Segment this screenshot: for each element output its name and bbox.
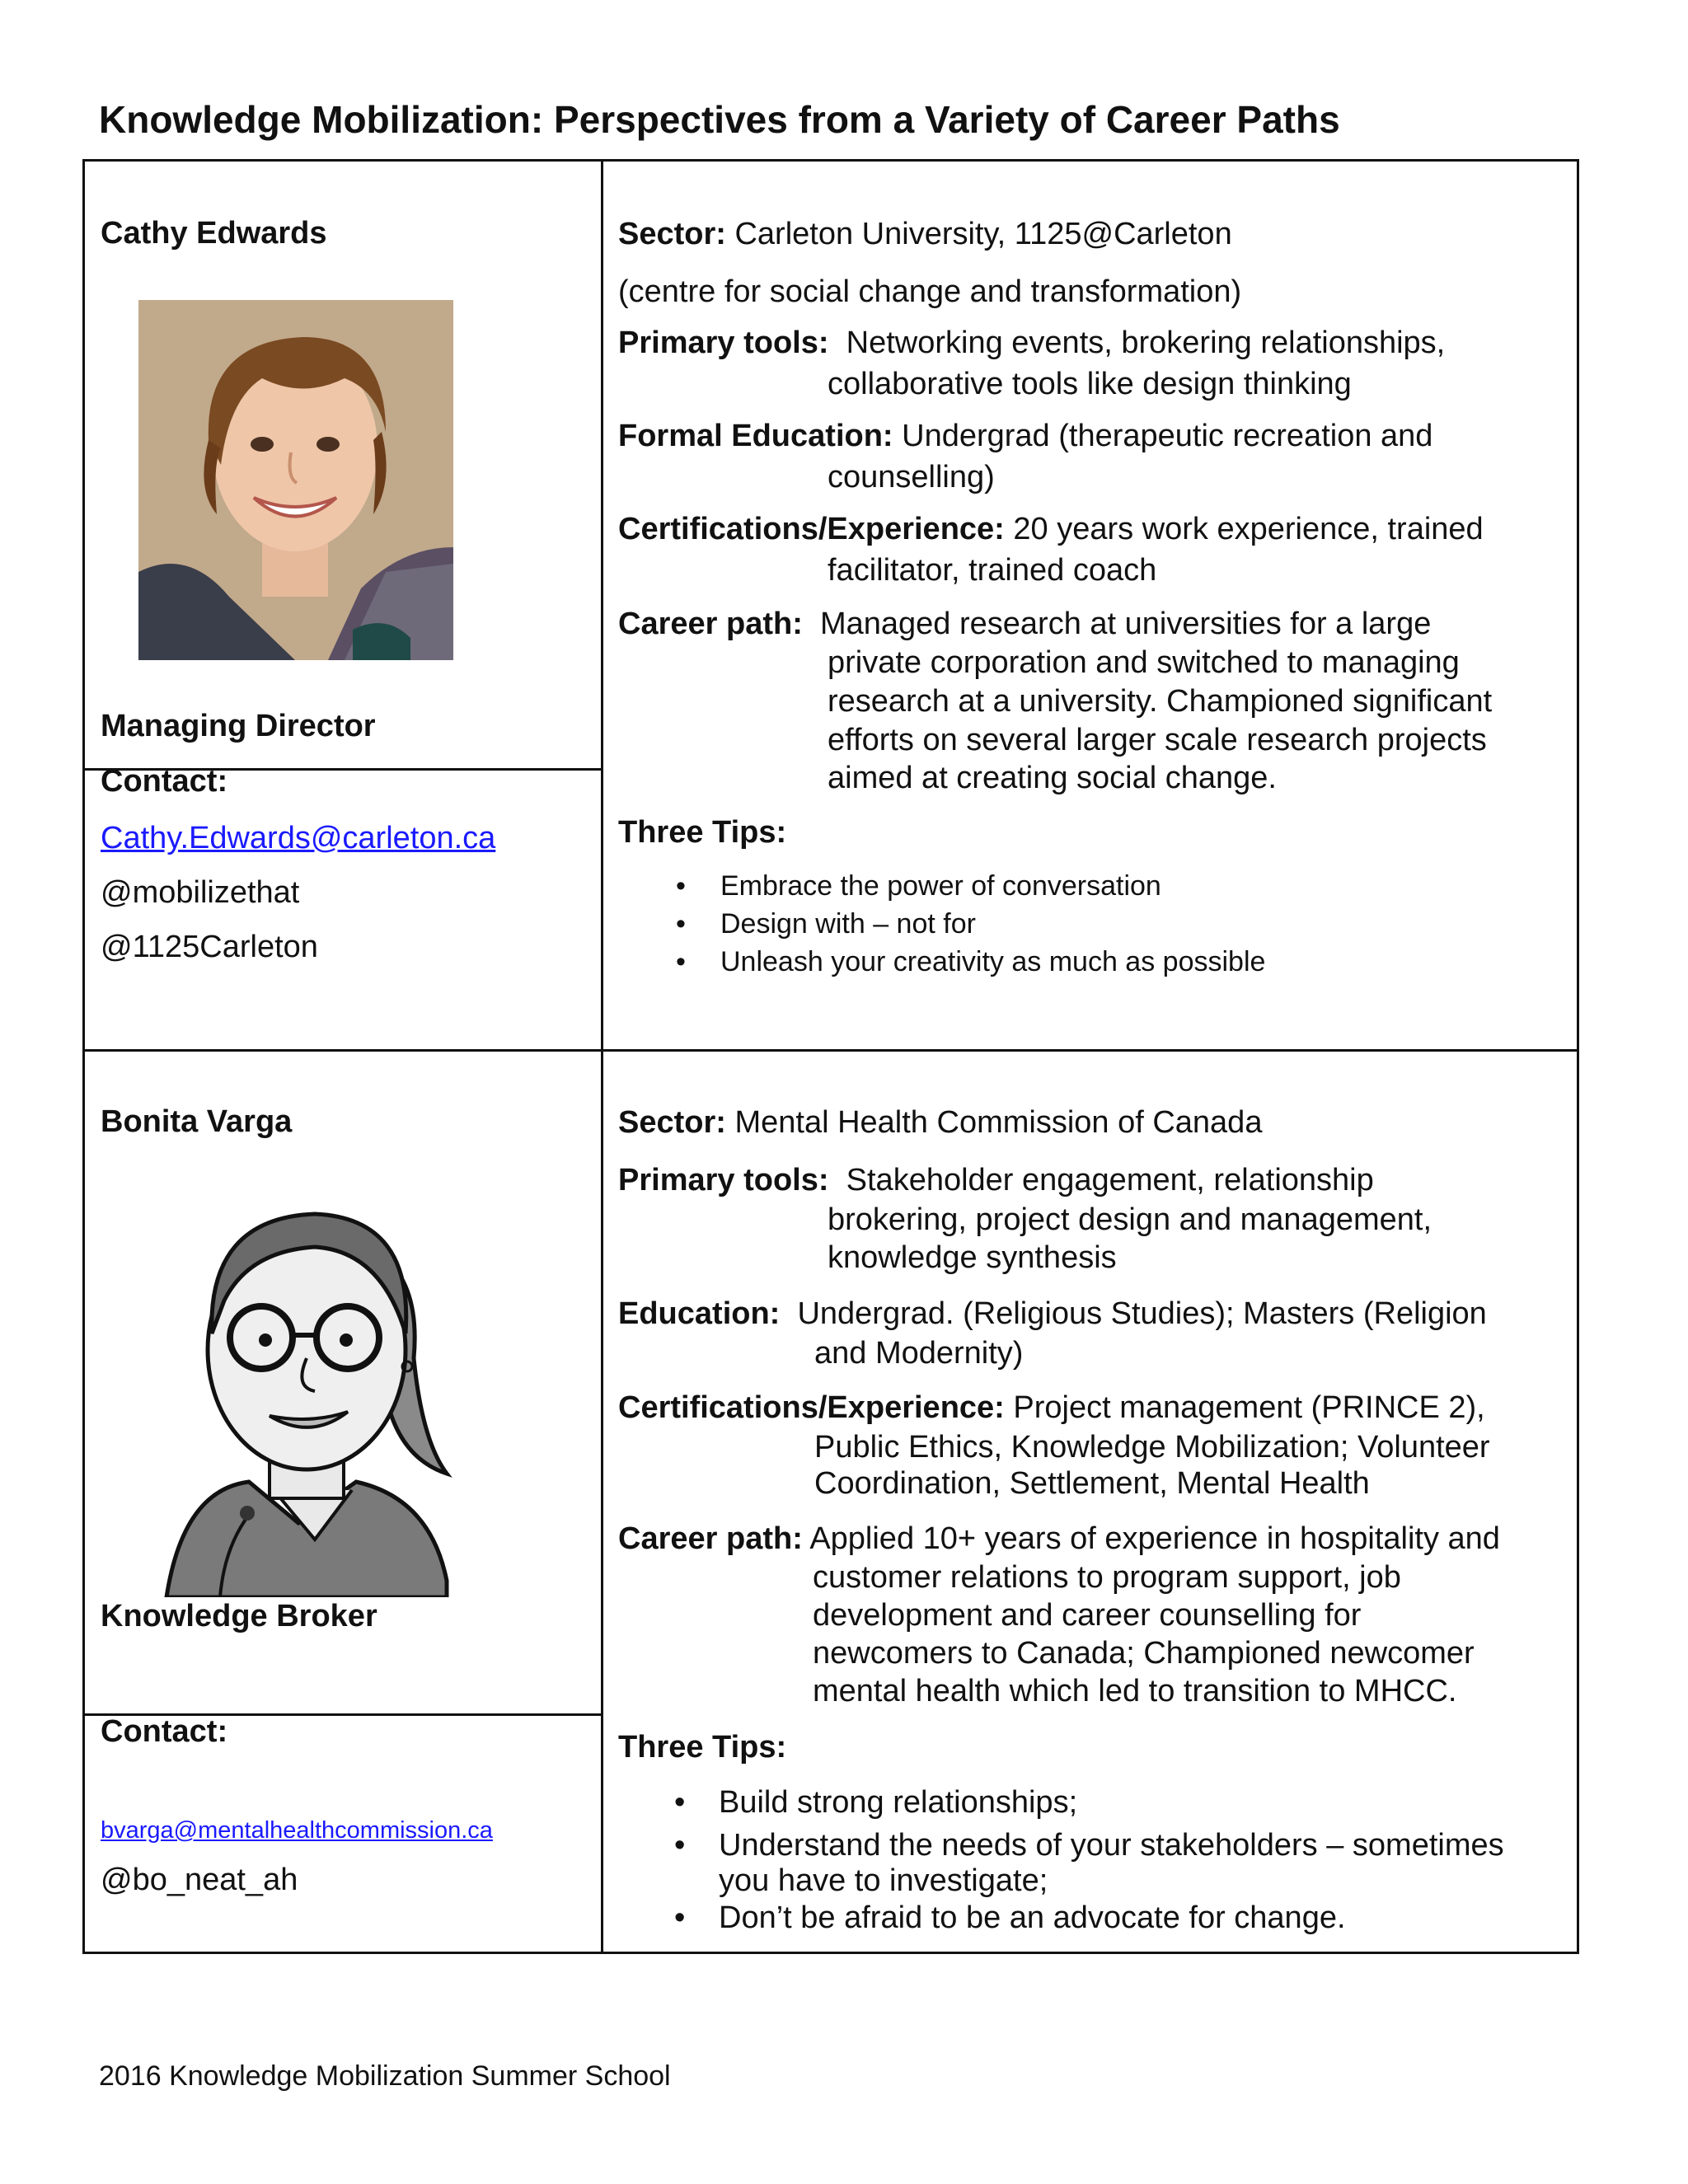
education-value: Undergrad (therapeutic recreation and: [902, 419, 1433, 453]
tip-item-continued: you have to investigate;: [719, 1863, 1048, 1898]
career-field: [618, 604, 1566, 644]
portrait-photo: [138, 300, 453, 660]
sector-value: Carleton University, 1125@Carleton: [734, 217, 1232, 251]
footer-text: 2016 Knowledge Mobilization Summer School: [99, 2060, 671, 2092]
social-handle: @mobilizethat: [101, 875, 300, 910]
career-field: [618, 1519, 1566, 1558]
tips-list: [676, 867, 1265, 981]
social-handle: @1125Carleton: [101, 930, 318, 964]
education-label: Formal Education:: [618, 419, 893, 453]
certifications-label: Certifications/Experience:: [618, 512, 1005, 546]
tools-value: Stakeholder engagement, relationship: [846, 1163, 1374, 1197]
certifications-value-line3: Coordination, Settlement, Mental Health: [814, 1466, 1370, 1501]
tools-value-line2: collaborative tools like design thinking: [828, 367, 1352, 401]
tools-field: [618, 1160, 1566, 1200]
email-link[interactable]: bvarga@mentalhealthcommission.ca: [101, 1817, 493, 1844]
career-value-line: customer relations to program support, job: [813, 1560, 1401, 1595]
career-value-line: development and career counselling for: [813, 1598, 1362, 1633]
tips-heading: Three Tips:: [618, 815, 787, 850]
education-field: [618, 416, 1566, 456]
education-label: Education:: [618, 1296, 781, 1331]
certifications-field: [618, 1388, 1566, 1427]
career-label: Career path:: [618, 607, 803, 641]
column-divider: [601, 162, 603, 1952]
page-title: Knowledge Mobilization: Perspectives from a Variety of Career Paths: [99, 98, 1340, 141]
career-label: Career path:: [618, 1521, 803, 1556]
tools-label: Primary tools:: [618, 326, 829, 360]
profile-role: Knowledge Broker: [101, 1599, 377, 1633]
career-value-line: research at a university. Championed significant: [828, 684, 1493, 719]
education-field: [618, 1294, 1566, 1333]
tip-item: • Understand the needs of your stakeholders – sometimes: [674, 1826, 1504, 1864]
career-value-line: mental health which led to transition to MHCC.: [813, 1674, 1457, 1708]
education-value: Undergrad. (Religious Studies); Masters (Religion: [797, 1296, 1487, 1331]
profile-name: Bonita Varga: [101, 1104, 293, 1139]
tools-value: Networking events, brokering relationships,: [846, 326, 1446, 360]
sector-value-line2: (centre for social change and transformation): [618, 274, 1242, 309]
sector-field: [618, 1103, 1566, 1142]
tip-item: • Design with – not for: [676, 905, 1265, 943]
tip-item: • Don’t be afraid to be an advocate for change.: [674, 1899, 1346, 1937]
tip-item: • Build strong relationships;: [674, 1783, 1504, 1821]
career-value: Applied 10+ years of experience in hospitality and: [809, 1521, 1500, 1556]
tools-field: [618, 323, 1566, 363]
education-value-line2: and Modernity): [814, 1336, 1024, 1371]
tools-value-line3: knowledge synthesis: [828, 1240, 1117, 1275]
career-value-line: aimed at creating social change.: [828, 761, 1277, 795]
career-value: Managed research at universities for a large: [819, 607, 1432, 641]
certifications-value: 20 years work experience, trained: [1013, 512, 1484, 546]
certifications-value-line2: facilitator, trained coach: [828, 553, 1157, 588]
social-handle: @bo_neat_ah: [101, 1863, 298, 1897]
sector-value: Mental Health Commission of Canada: [734, 1105, 1263, 1140]
career-value-line: efforts on several larger scale research projects: [828, 723, 1487, 757]
contact-label: Contact:: [101, 764, 228, 799]
tip-item: • Embrace the power of conversation: [676, 867, 1265, 905]
certifications-label: Certifications/Experience:: [618, 1390, 1005, 1425]
tip-item: • Unleash your creativity as much as possible: [676, 943, 1265, 981]
tips-list: [674, 1899, 1346, 1937]
tools-label: Primary tools:: [618, 1163, 829, 1197]
sector-label: Sector:: [618, 217, 726, 251]
portrait-illustration: [150, 1193, 467, 1597]
contact-label: Contact:: [101, 1714, 228, 1749]
tips-list: [674, 1783, 1504, 1864]
certifications-value: Project management (PRINCE 2),: [1013, 1390, 1485, 1425]
certifications-field: [618, 509, 1566, 549]
certifications-value-line2: Public Ethics, Knowledge Mobilization; Volunteer: [814, 1430, 1490, 1465]
tools-value-line2: brokering, project design and management,: [828, 1202, 1432, 1237]
sector-label: Sector:: [618, 1105, 726, 1140]
career-value-line: private corporation and switched to managing: [828, 645, 1460, 680]
career-value-line: newcomers to Canada; Championed newcomer: [813, 1636, 1475, 1671]
profile-name: Cathy Edwards: [101, 216, 327, 251]
profile-role: Managing Director: [101, 709, 376, 743]
tips-heading: Three Tips:: [618, 1730, 787, 1765]
email-link[interactable]: Cathy.Edwards@carleton.ca: [101, 821, 496, 855]
education-value-line2: counselling): [828, 460, 995, 494]
row-divider: [85, 1049, 1577, 1052]
sector-field: [618, 214, 1566, 254]
